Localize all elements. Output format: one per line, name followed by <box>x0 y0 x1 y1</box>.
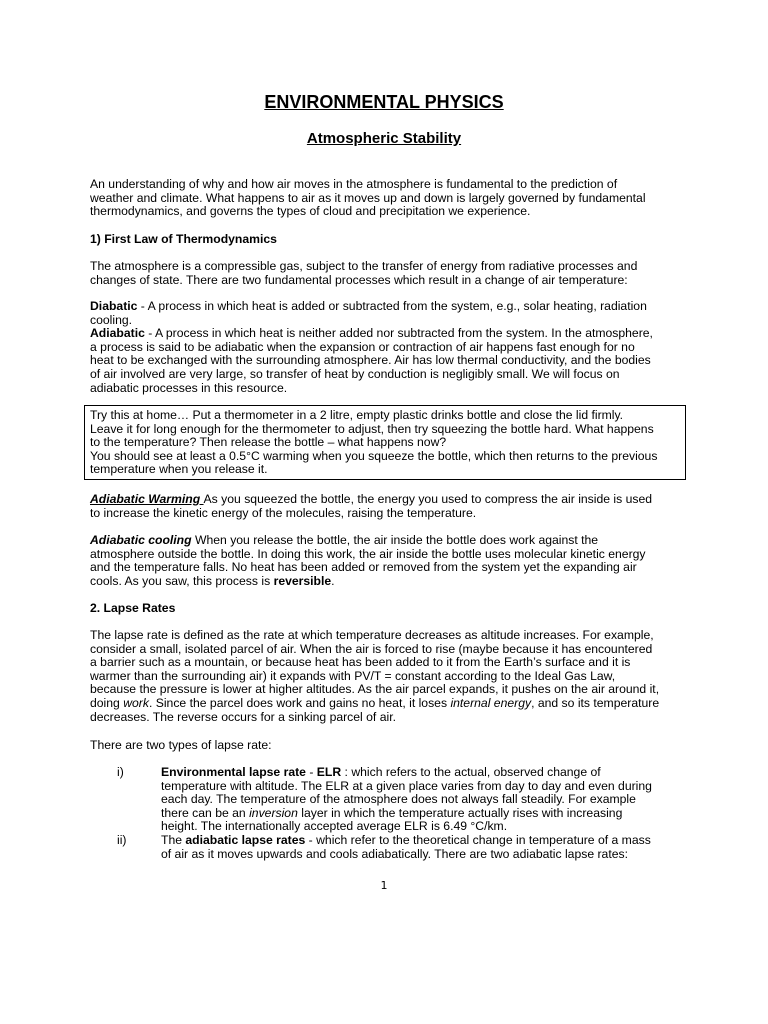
text-line: and the temperature falls. No heat has been added or removed from the system yet the expanding air <box>90 560 637 575</box>
text-line: because the pressure is lower at higher altitudes. As the air parcel expands, it pushes on the air around it, <box>90 682 660 697</box>
list-item-elr <box>161 766 701 834</box>
text-line: temperature when you release it. <box>90 462 268 477</box>
try-at-home-text <box>90 409 690 477</box>
text-fragment: doing <box>90 695 124 710</box>
text-line: An understanding of why and how air moves in the atmosphere is fundamental to the prediction of <box>90 177 618 191</box>
text-line: warmer than the surrounding air) it expands with PV/T = constant according to the Ideal Gas Law, <box>90 668 616 683</box>
text-fragment: there can be an <box>161 805 250 820</box>
text-line: atmosphere outside the bottle. In doing this work, the air inside the bottle uses molecular kinetic energy <box>90 546 646 561</box>
page-subtitle: Atmospheric Stability <box>306 130 462 147</box>
adiabatic-cooling-term: Adiabatic cooling <box>90 533 192 547</box>
text-line: weather and climate. What happens to air as it moves up and down is largely governed by fundamental <box>90 190 646 205</box>
text-line: consider a small, isolated parcel of air. When the air is forced to rise (maybe because it has encountered <box>90 641 653 656</box>
text-line: Leave it for long enough for the thermometer to adjust, then try squeezing the bottle hard. What happens <box>90 421 654 436</box>
text-line: cooling. <box>90 312 133 327</box>
diabatic-definition <box>90 300 690 395</box>
intro-paragraph <box>90 178 690 219</box>
inversion-term: inversion <box>249 805 298 820</box>
text-line: The lapse rate is defined as the rate at which temperature decreases as altitude increases. For example, <box>90 628 654 642</box>
section1-paragraph <box>90 260 690 287</box>
elr-abbrev: ELR <box>316 765 342 779</box>
adiabatic-warming-paragraph <box>90 493 690 520</box>
text-fragment: - <box>305 765 317 779</box>
diabatic-term: Diabatic <box>90 299 138 313</box>
text-line: of air involved are very large, so transfer of heat by conduction is negligibly small. We will focus on <box>90 366 620 381</box>
section-heading-first-law: 1) First Law of Thermodynamics <box>90 232 277 246</box>
text-fragment: , and so its temperature <box>531 695 660 710</box>
text-line: a process is said to be adiabatic when the expansion or contraction of air happens fast enough for no <box>90 339 635 354</box>
text-line: Try this at home… Put a thermometer in a 2 litre, empty plastic drinks bottle and close the lid firmly. <box>90 408 624 422</box>
text-fragment: As you squeezed the bottle, the energy you used to compress the air inside is used <box>203 492 653 506</box>
text-fragment: - which refer to the theoretical change in temperature of a mass <box>305 833 651 847</box>
page-title: ENVIRONMENTAL PHYSICS <box>264 92 504 112</box>
adiabatic-warming-term: Adiabatic Warming <box>90 492 204 506</box>
lapse-rate-types-intro: There are two types of lapse rate: <box>90 738 272 752</box>
text-line: decreases. The reverse occurs for a sinking parcel of air. <box>90 709 396 724</box>
text-line: height. The internationally accepted average ELR is 6.49 °C/km. <box>161 819 508 834</box>
internal-energy-term: internal energy <box>450 695 532 710</box>
text-fragment: cools. As you saw, this process is <box>90 573 274 588</box>
adiabatic-term: Adiabatic <box>90 326 145 341</box>
list-item-adiabatic-lapse <box>161 834 701 861</box>
section-heading-lapse-rates: 2. Lapse Rates <box>90 601 176 615</box>
text-fragment: layer in which the temperature actually rises with increasing <box>297 805 623 820</box>
text-line: adiabatic processes in this resource. <box>90 380 288 395</box>
page-number: 1 <box>380 879 388 892</box>
text-fragment: When you release the bottle, the air inside the bottle does work against the <box>191 533 599 547</box>
text-fragment: The <box>161 833 186 847</box>
text-line: heat to be exchanged with the surrounding atmosphere. Air has low thermal conductivity, and the bodies <box>90 353 651 368</box>
text-fragment: : which refers to the actual, observed change of <box>341 765 601 779</box>
adiabatic-cooling-paragraph <box>90 534 690 588</box>
text-line: changes of state. There are two fundamental processes which result in a change of air temperature: <box>90 272 628 287</box>
text-line: temperature with altitude. The ELR at a given place varies from day to day and even during <box>161 778 652 793</box>
elr-term: Environmental lapse rate <box>161 765 306 779</box>
text-line: You should see at least a 0.5°C warming when you squeeze the bottle, which then returns to the previous <box>90 448 658 463</box>
text-line: thermodynamics, and governs the types of cloud and precipitation we experience. <box>90 204 531 219</box>
work-term: work <box>123 695 149 710</box>
text-fragment: . <box>331 573 335 588</box>
text-line: The atmosphere is a compressible gas, subject to the transfer of energy from radiative processes and <box>90 259 638 273</box>
text-fragment: . Since the parcel does work and gains no heat, it loses <box>148 695 451 710</box>
list-marker: ii) <box>117 833 127 847</box>
text-fragment: - A process in which heat is neither added nor subtracted from the system. In the atmosphere, <box>144 326 653 341</box>
list-marker: i) <box>117 765 124 779</box>
text-line: of air as it moves upwards and cools adiabatically. There are two adiabatic lapse rates: <box>161 846 628 861</box>
reversible-term: reversible <box>273 573 332 588</box>
lapse-rate-paragraph <box>90 629 690 724</box>
text-fragment: - A process in which heat is added or subtracted from the system, e.g., solar heating, radiation <box>137 299 647 313</box>
text-line: to the temperature? Then release the bottle – what happens now? <box>90 435 447 450</box>
adiabatic-lapse-term: adiabatic lapse rates <box>185 833 306 847</box>
text-line: a barrier such as a mountain, or because heat has been added to it from the Earth’s surface and it is <box>90 655 631 670</box>
text-line: each day. The temperature of the atmosphere does not always fall steadily. For example <box>161 792 636 807</box>
text-line: to increase the kinetic energy of the molecules, raising the temperature. <box>90 505 477 520</box>
